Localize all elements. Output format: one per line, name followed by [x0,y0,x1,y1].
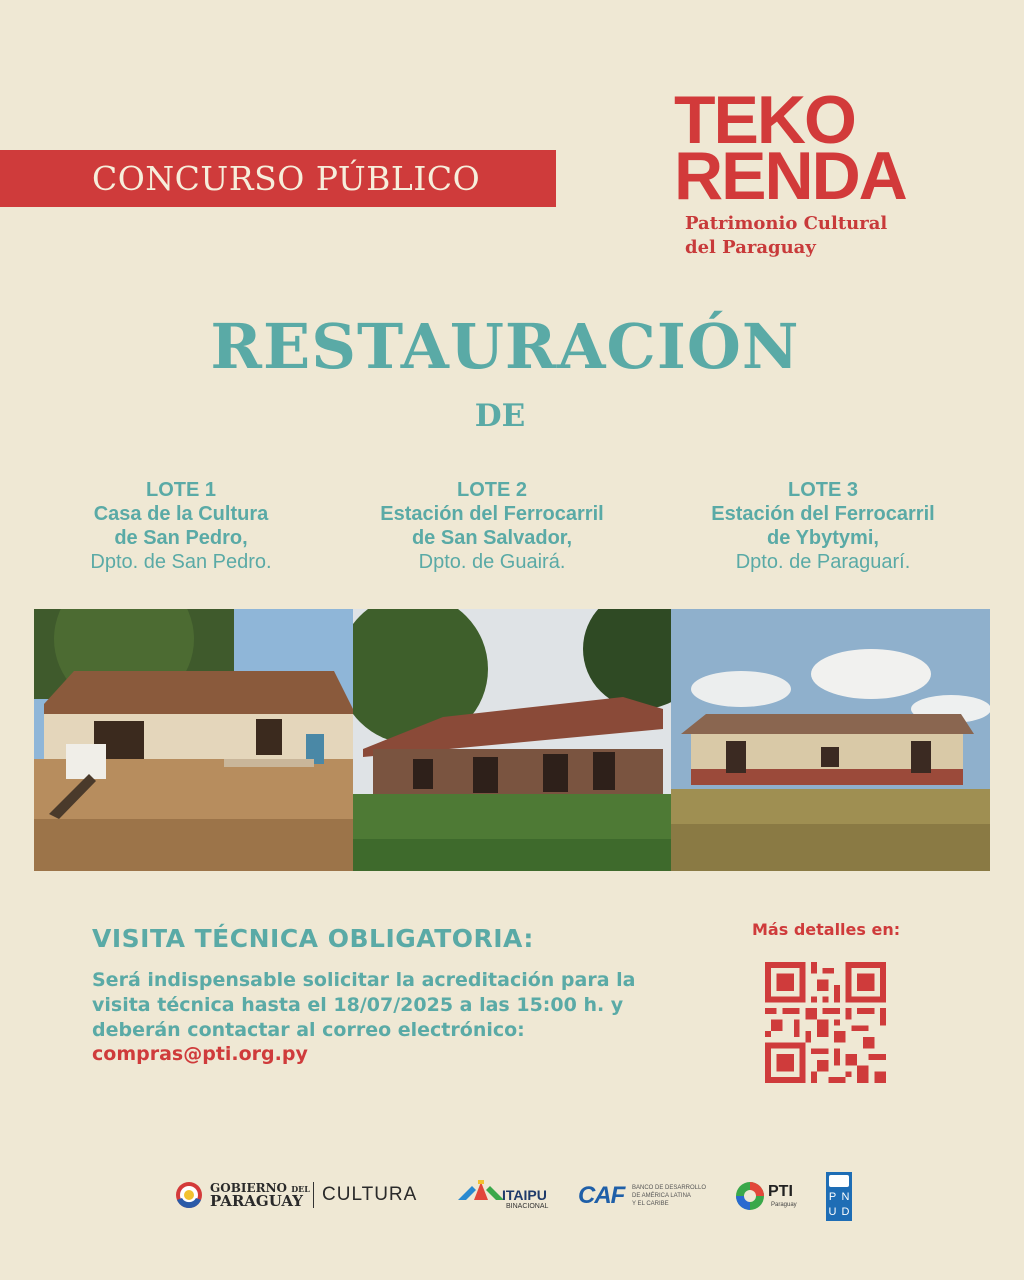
caf-desc-line: DE AMÉRICA LATINA [632,1193,691,1199]
cultura-logo: CULTURA [322,1184,418,1205]
lote-label: LOTE 2 [456,479,527,501]
caf-logo: CAF [578,1182,625,1209]
photo-lote-1 [34,609,353,871]
caf-description [632,1184,706,1208]
visita-line: Será indispensable solicitar la acreditación para la [92,969,636,991]
photo-lote-2 [353,609,671,871]
gob-line-2: PARAGUAY [210,1192,303,1210]
pti-icon [734,1180,766,1216]
lote-2 [327,478,657,574]
details-label: Más detalles en: [752,920,901,939]
undp-letter: D [841,1206,850,1218]
photo-lote-3 [671,609,990,871]
lote-dept: Dpto. de Guairá. [418,551,566,573]
teko-renda-logo [674,82,924,214]
caf-desc-line: Y EL CARIBE [632,1201,669,1207]
qr-code[interactable] [765,962,886,1083]
pti-logo: PTI [768,1183,793,1200]
lote-name: de Ybytymi, [767,527,879,549]
visita-line: deberán contactar al correo electrónico: [92,1019,525,1041]
logo-sub-2: del Paraguay [685,237,816,258]
lote-dept: Dpto. de San Pedro. [90,551,272,573]
gobierno-logo [210,1181,310,1210]
title-de: DE [474,398,526,434]
pti-sub: Paraguay [771,1202,797,1208]
lote-3 [658,478,988,574]
un-emblem-icon [829,1175,849,1187]
banner-label: CONCURSO PÚBLICO [92,159,481,198]
lote-1 [16,478,346,574]
lote-name: Estación del Ferrocarril [380,503,604,525]
undp-letter: P [828,1191,837,1203]
lote-dept: Dpto. de Paraguarí. [735,551,911,573]
visita-line: visita técnica hasta el 18/07/2025 a las 15:00 h. y [92,994,624,1016]
footer-divider [313,1182,314,1208]
lote-name: Estación del Ferrocarril [711,503,935,525]
lote-name: de San Salvador, [411,527,573,549]
lote-name: Casa de la Cultura [93,503,269,525]
caf-desc-line: BANCO DE DESARROLLO [632,1185,707,1191]
itaipu-icon [458,1180,504,1206]
lote-label: LOTE 1 [145,479,216,501]
logo-line-1: TEKO [674,82,855,158]
main-title: RESTAURACIÓN [210,310,800,383]
visita-title: VISITA TÉCNICA OBLIGATORIA: [92,924,534,953]
lote-name: de San Pedro, [114,527,248,549]
gob-line-1: GOBIERNO [210,1181,287,1195]
logo-line-2: RENDA [674,138,906,214]
contact-email-link[interactable]: compras@pti.org.py [92,1043,308,1065]
visita-body [92,968,692,1043]
itaipu-logo: ITAIPU [502,1187,547,1203]
gob-del: DEL [291,1184,310,1194]
lote-label: LOTE 3 [787,479,858,501]
paraguay-seal-icon [174,1180,204,1210]
logo-sub-1: Patrimonio Cultural [685,213,888,234]
undp-letter: U [828,1206,837,1218]
undp-letter: N [841,1191,850,1203]
itaipu-sub: BINACIONAL [506,1203,549,1210]
logo-subtitle [685,212,887,260]
undp-logo [826,1172,852,1221]
